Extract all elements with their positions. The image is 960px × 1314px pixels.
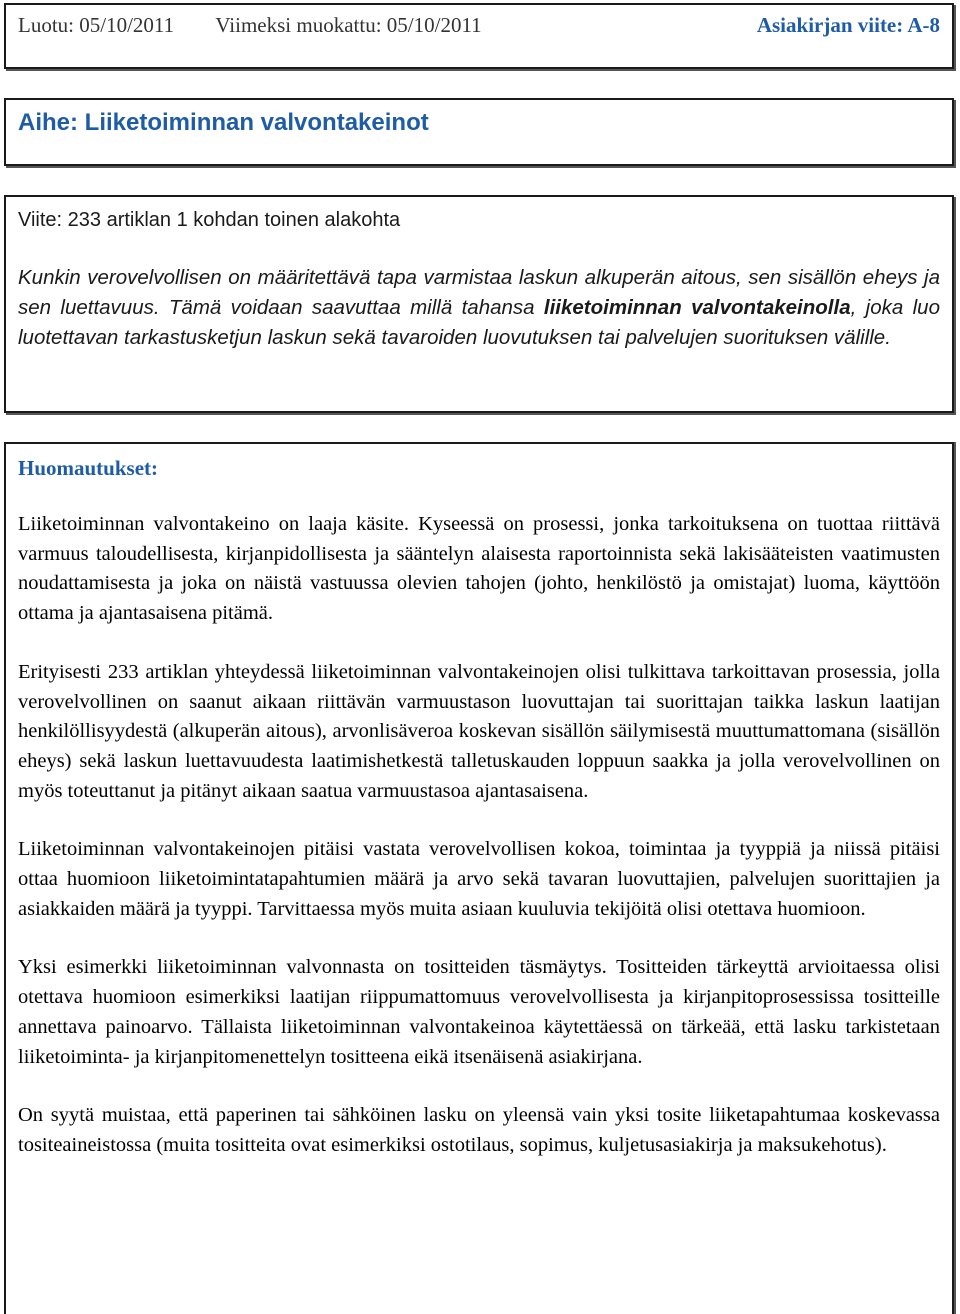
- notes-body: [18, 510, 940, 1190]
- notes-paragraph: Liiketoiminnan valvontakeinojen pitäisi vastata verovelvollisen kokoa, toimintaa ja tyyppiä ja niissä pitäisi ottaa huomioon liiketoimintatapahtumien määrä ja arvo sekä tavaran luovuttajien, palvelujen suorittajien ja asiakkaiden määrä ja tyyppi. Tarvittaessa myös muita asiaan kuuluvia tekijöitä olisi otettava huomioon.: [18, 838, 940, 920]
- reference-line: Viite: 233 artiklan 1 kohdan toinen alakohta: [18, 209, 401, 231]
- notes-section: [4, 442, 954, 1314]
- quote-text-start: Kunkin verovelvollisen on määritettävä tapa varmistaa laskun alkuperän aitous, sen sisällön eheys ja sen luettavuus. Tämä voidaan saavuttaa millä tahansa: [18, 266, 940, 319]
- subject-title: Aihe: Liiketoiminnan valvontakeinot: [18, 109, 429, 136]
- notes-paragraph: On syytä muistaa, että paperinen tai sähköinen lasku on yleensä vain yksi tosite liiketapahtumaa koskevassa tositeaineistossa (muita tositteita ovat esimerkiksi ostotilaus, sopimus, kuljetusasiakirja ja maksukehotus).: [18, 1104, 940, 1156]
- legal-quote: [18, 263, 940, 353]
- quote-text-end: , joka luo luotettavan tarkastusketjun laskun sekä tavaroiden luovutuksen tai palvelujen suorituksen välille.: [18, 296, 940, 349]
- quote-emphasis: liiketoiminnan valvontakeinolla: [543, 296, 851, 319]
- modified-date: Viimeksi muokattu: 05/10/2011: [215, 13, 482, 37]
- created-date: Luotu: 05/10/2011: [18, 13, 175, 37]
- subject-section: [4, 98, 954, 166]
- header-row: [18, 12, 940, 38]
- document-header: [4, 3, 954, 69]
- notes-paragraph: Erityisesti 233 artiklan yhteydessä liiketoiminnan valvontakeinojen olisi tulkittava tarkoittavan prosessia, jolla verovelvollinen on saanut aikaan riittävän varmuustason luovuttajan tai suorittajan taikka laskun laatijan henkilöllisyydestä (alkuperän aitous), arvonlisäveroa koskevan sisällön säilymisestä muuttumattomana (sisällön eheys) sekä laskun luettavuudesta laatimishetkestä talletuskauden loppuun saakka ja jolla verovelvollinen on myös toteuttanut ja pitänyt aikaan saatua varmuustasoa ajantasaisena.: [18, 660, 940, 802]
- notes-paragraph: Yksi esimerkki liiketoiminnan valvonnasta on tositteiden täsmäytys. Tositteiden tärkeyttä arvioitaessa olisi otettava huomioon esimerkiksi laatijan riippumattomuus verovelvollisesta ja kirjanpitoprosessissa tositteille annettava painoarvo. Tällaista liiketoiminnan valvontakeinoa käytettäessä on tärkeää, että lasku tarkistetaan liiketoiminta- ja kirjanpitomenettelyn tositteena eikä itsenäisenä asiakirjana.: [18, 956, 940, 1068]
- notes-title: Huomautukset:: [18, 456, 159, 480]
- notes-paragraph: Liiketoiminnan valvontakeino on laaja käsite. Kyseessä on prosessi, jonka tarkoituksena on tuottaa riittävä varmuus taloudellisesta, kirjanpidollisesta ja sääntelyn alaisesta raportoinnista sekä lakisääteisten vaatimusten noudattamisesta ja joka on näistä vastuussa olevien tahojen (johto, henkilöstö ja omistajat) luoma, käyttöön ottama ja ajantasaisena pitämä.: [18, 513, 940, 625]
- reference-section: [4, 195, 954, 413]
- document-reference: Asiakirjan viite: A-8: [756, 13, 940, 37]
